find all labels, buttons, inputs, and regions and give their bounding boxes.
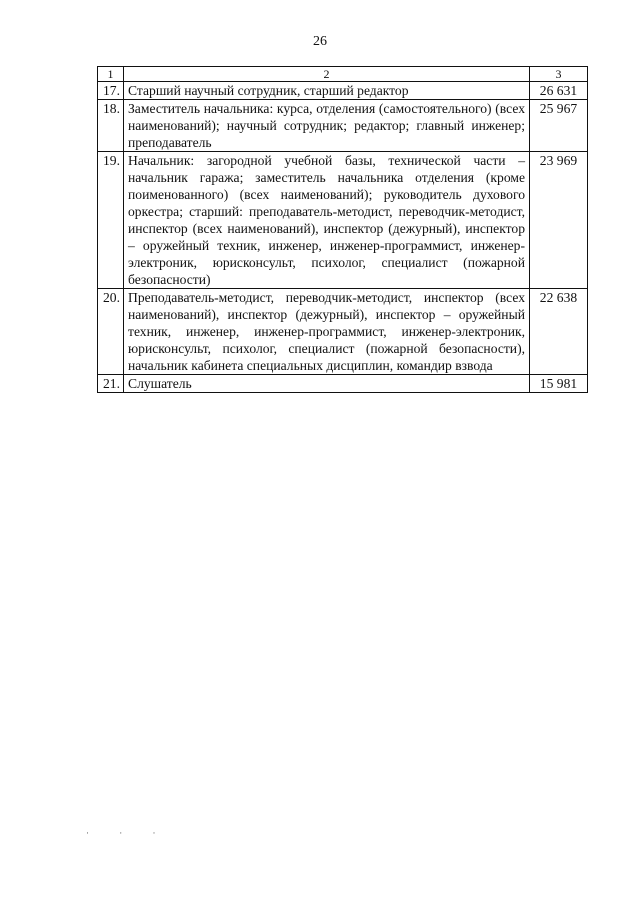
row-position: Слушатель [124, 375, 530, 393]
row-number: 19. [98, 152, 124, 289]
row-number: 18. [98, 100, 124, 152]
row-position: Начальник: загородной учебной базы, технической части – начальник гаража; заместитель начальника отделения (кроме поименованного) (всех наименований); руководитель духового оркестра; старший: преподаватель-методист, переводчик-методист, инспектор (всех наименований), инспектор (дежурный), инспектор – оружейный техник, инженер, инженер-программист, инженер-электроник, юрисконсульт, психолог, специалист (пожарной безопасности) [124, 152, 530, 289]
table-row [98, 289, 588, 375]
row-amount: 26 631 [530, 82, 588, 100]
table-row [98, 152, 588, 289]
row-number: 17. [98, 82, 124, 100]
row-amount: 23 969 [530, 152, 588, 289]
row-position: Заместитель начальника: курса, отделения (самостоятельного) (всех наименований); научный сотрудник; редактор; главный инженер; преподаватель [124, 100, 530, 152]
row-number: 21. [98, 375, 124, 393]
row-amount: 15 981 [530, 375, 588, 393]
table-row [98, 82, 588, 100]
header-cell-position: 2 [124, 67, 530, 82]
table-header-row [98, 67, 588, 82]
page-number: 26 [313, 34, 327, 49]
row-position: Преподаватель-методист, переводчик-методист, инспектор (всех наименований), инспектор (дежурный), инспектор – оружейный техник, инженер, инженер-программист, инженер-электроник, юрисконсульт, психолог, специалист (пожарной безопасности), начальник кабинета специальных дисциплин, командир взвода [124, 289, 530, 375]
row-position: Старший научный сотрудник, старший редактор [124, 82, 530, 100]
row-number: 20. [98, 289, 124, 375]
scan-specks: · · · [86, 828, 170, 838]
table-row [98, 375, 588, 393]
table-row [98, 100, 588, 152]
salary-table [97, 66, 588, 393]
header-cell-number: 1 [98, 67, 124, 82]
row-amount: 25 967 [530, 100, 588, 152]
header-cell-amount: 3 [530, 67, 588, 82]
row-amount: 22 638 [530, 289, 588, 375]
